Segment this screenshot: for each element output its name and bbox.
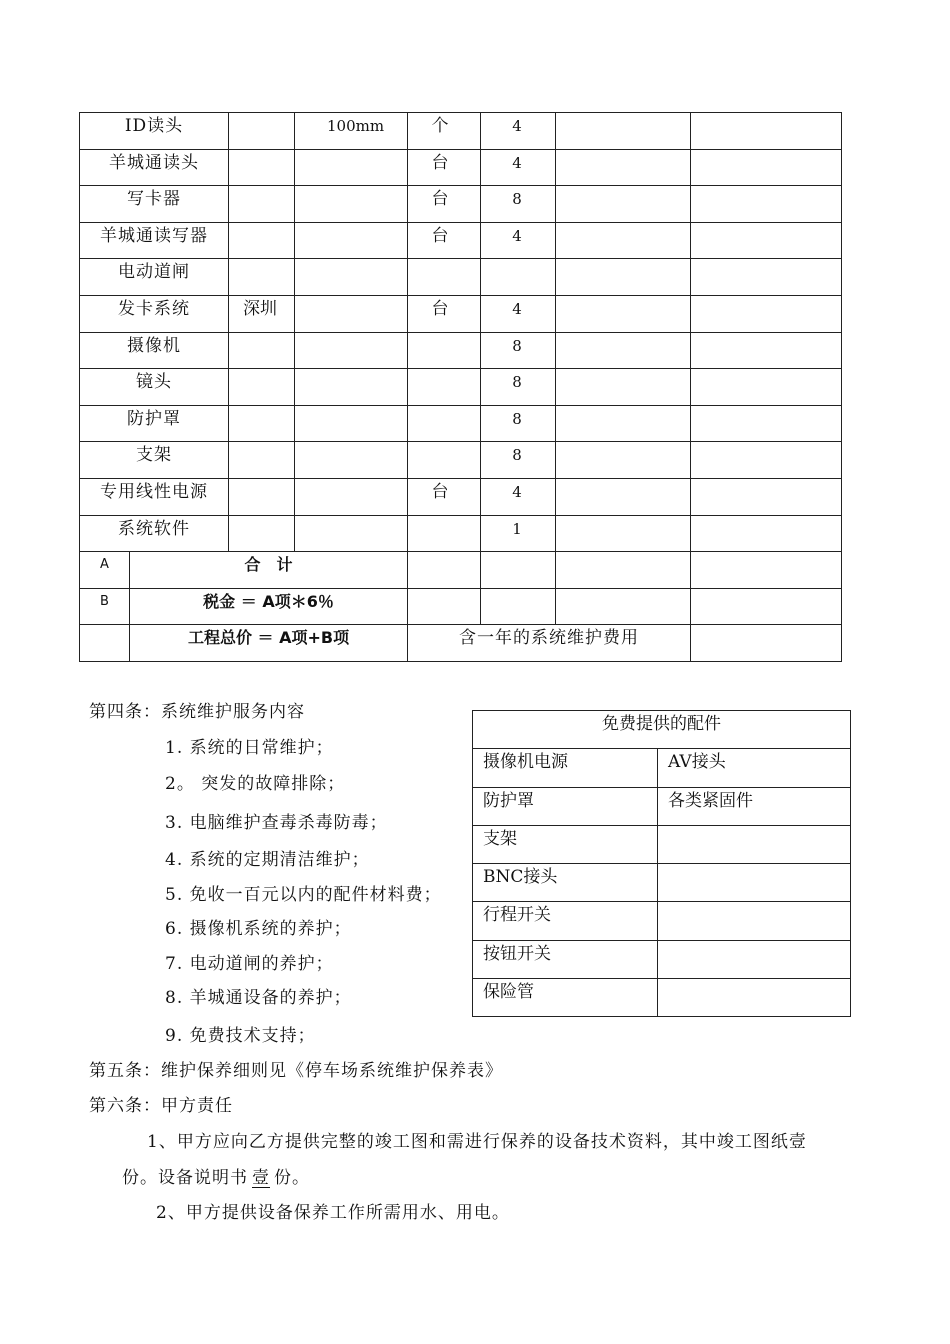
table-row (80, 222, 842, 259)
list-item: 2。 突发的故障排除； (165, 774, 346, 794)
summary-blank-cell (556, 588, 691, 625)
item-price-cell (556, 259, 691, 296)
table-row (80, 149, 842, 186)
article6-p1-pre: 份。设备说明书 (122, 1168, 248, 1188)
item-brand-cell (229, 149, 295, 186)
item-unit-cell: 台 (408, 186, 481, 223)
item-unit-cell (408, 332, 481, 369)
table-row (80, 442, 842, 479)
item-spec-cell (295, 295, 408, 332)
item-amount-cell (691, 442, 842, 479)
summary-label-cell: 合 计 (130, 552, 408, 589)
item-qty-cell: 1 (481, 515, 556, 552)
item-brand-cell: 深圳 (229, 295, 295, 332)
item-brand-cell (229, 259, 295, 296)
item-price-cell (556, 222, 691, 259)
item-spec-cell (295, 478, 408, 515)
summary-code-cell: B (80, 588, 130, 625)
list-item: 9. 免费技术支持； (165, 1026, 316, 1046)
item-spec-cell (295, 405, 408, 442)
item-name-cell: 系统软件 (80, 515, 229, 552)
part-name-cell (658, 902, 851, 940)
item-price-cell (556, 515, 691, 552)
table-row (80, 259, 842, 296)
part-name-cell: 各类紧固件 (658, 787, 851, 825)
item-brand-cell (229, 186, 295, 223)
item-name-cell: 发卡系统 (80, 295, 229, 332)
item-qty-cell: 8 (481, 442, 556, 479)
table-row (473, 749, 851, 787)
list-item: 7. 电动道闸的养护； (165, 954, 334, 974)
item-spec-cell: 100mm (295, 113, 408, 150)
item-qty-cell: 8 (481, 186, 556, 223)
item-price-cell (556, 332, 691, 369)
item-qty-cell: 4 (481, 295, 556, 332)
item-brand-cell (229, 442, 295, 479)
part-name-cell: 支架 (473, 825, 658, 863)
summary-row (80, 588, 842, 625)
item-amount-cell (691, 478, 842, 515)
part-name-cell: 防护罩 (473, 787, 658, 825)
list-item: 3. 电脑维护查毒杀毒防毒； (165, 813, 388, 833)
total-label-cell: 工程总价 ＝ A项+B项 (130, 625, 408, 662)
item-spec-cell (295, 186, 408, 223)
item-unit-cell: 个 (408, 113, 481, 150)
part-name-cell: 保险管 (473, 979, 658, 1017)
table-row (473, 902, 851, 940)
item-amount-cell (691, 369, 842, 406)
item-brand-cell (229, 332, 295, 369)
part-name-cell (658, 864, 851, 902)
article5-text: 第五条：维护保养细则见《停车场系统维护保养表》 (89, 1061, 503, 1081)
article6-title: 第六条：甲方责任 (89, 1096, 233, 1116)
list-item: 1. 系统的日常维护； (165, 738, 334, 758)
item-qty-cell: 8 (481, 332, 556, 369)
table-row (473, 940, 851, 978)
item-qty-cell: 8 (481, 405, 556, 442)
item-qty-cell: 8 (481, 369, 556, 406)
part-name-cell: 按钮开关 (473, 940, 658, 978)
item-name-cell: 羊城通读头 (80, 149, 229, 186)
part-name-cell: 行程开关 (473, 902, 658, 940)
item-price-cell (556, 149, 691, 186)
item-amount-cell (691, 149, 842, 186)
item-name-cell: 摄像机 (80, 332, 229, 369)
item-name-cell: ID读头 (80, 113, 229, 150)
item-unit-cell (408, 515, 481, 552)
item-name-cell: 羊城通读写器 (80, 222, 229, 259)
parts-header-cell: 免费提供的配件 (473, 711, 851, 749)
article6-p1-post: 份。 (274, 1168, 310, 1188)
item-name-cell: 电动道闸 (80, 259, 229, 296)
article6-paragraph1-line1: 1、甲方应向乙方提供完整的竣工图和需进行保养的设备技术资料，其中竣工图纸壹 (147, 1132, 807, 1152)
total-row (80, 625, 842, 662)
article6-paragraph1-line2 (122, 1163, 310, 1188)
item-amount-cell (691, 295, 842, 332)
item-brand-cell (229, 369, 295, 406)
summary-blank-cell (481, 588, 556, 625)
part-name-cell: BNC接头 (473, 864, 658, 902)
item-qty-cell: 4 (481, 149, 556, 186)
item-amount-cell (691, 259, 842, 296)
item-amount-cell (691, 405, 842, 442)
list-item: 6. 摄像机系统的养护； (165, 919, 352, 939)
item-qty-cell (481, 259, 556, 296)
summary-blank-cell (408, 588, 481, 625)
table-row (473, 979, 851, 1017)
summary-blank-cell (481, 552, 556, 589)
item-unit-cell: 台 (408, 295, 481, 332)
item-price-cell (556, 113, 691, 150)
item-name-cell: 写卡器 (80, 186, 229, 223)
item-unit-cell (408, 369, 481, 406)
item-amount-cell (691, 222, 842, 259)
part-name-cell (658, 979, 851, 1017)
item-unit-cell (408, 405, 481, 442)
summary-code-cell: A (80, 552, 130, 589)
list-item: 4. 系统的定期清洁维护； (165, 850, 370, 870)
item-price-cell (556, 295, 691, 332)
summary-blank-cell (556, 552, 691, 589)
article6-paragraph2: 2、甲方提供设备保养工作所需用水、用电。 (156, 1203, 510, 1223)
item-brand-cell (229, 405, 295, 442)
table-row (80, 186, 842, 223)
item-spec-cell (295, 149, 408, 186)
total-amount-cell (691, 625, 842, 662)
item-unit-cell: 台 (408, 149, 481, 186)
summary-amount-cell (691, 588, 842, 625)
item-price-cell (556, 405, 691, 442)
item-brand-cell (229, 113, 295, 150)
table-row (80, 405, 842, 442)
total-note-cell: 含一年的系统维护费用 (408, 625, 691, 662)
equipment-table (79, 112, 842, 662)
item-price-cell (556, 442, 691, 479)
item-amount-cell (691, 515, 842, 552)
item-qty-cell: 4 (481, 113, 556, 150)
table-row (80, 515, 842, 552)
part-name-cell: 摄像机电源 (473, 749, 658, 787)
part-name-cell (658, 825, 851, 863)
item-qty-cell: 4 (481, 478, 556, 515)
summary-row (80, 552, 842, 589)
item-spec-cell (295, 442, 408, 479)
item-spec-cell (295, 332, 408, 369)
item-unit-cell: 台 (408, 222, 481, 259)
item-brand-cell (229, 515, 295, 552)
item-price-cell (556, 186, 691, 223)
list-item: 8. 羊城通设备的养护； (165, 988, 352, 1008)
item-price-cell (556, 478, 691, 515)
part-name-cell (658, 940, 851, 978)
parts-header-row (473, 711, 851, 749)
summary-amount-cell (691, 552, 842, 589)
item-name-cell: 支架 (80, 442, 229, 479)
table-row (473, 825, 851, 863)
article4-title: 第四条：系统维护服务内容 (89, 702, 305, 722)
item-spec-cell (295, 515, 408, 552)
item-name-cell: 镜头 (80, 369, 229, 406)
total-code-cell (80, 625, 130, 662)
item-unit-cell (408, 259, 481, 296)
table-row (80, 295, 842, 332)
list-item: 5. 免收一百元以内的配件材料费； (165, 885, 442, 905)
item-brand-cell (229, 222, 295, 259)
item-price-cell (556, 369, 691, 406)
item-spec-cell (295, 222, 408, 259)
item-brand-cell (229, 478, 295, 515)
item-spec-cell (295, 369, 408, 406)
free-parts-table (472, 710, 851, 1017)
table-row (473, 787, 851, 825)
item-unit-cell (408, 442, 481, 479)
summary-blank-cell (408, 552, 481, 589)
item-qty-cell: 4 (481, 222, 556, 259)
item-amount-cell (691, 113, 842, 150)
table-row (473, 864, 851, 902)
table-row (80, 478, 842, 515)
summary-label-cell: 税金 ＝ A项＊6％ (130, 588, 408, 625)
part-name-cell: AV接头 (658, 749, 851, 787)
table-row (80, 113, 842, 150)
item-name-cell: 专用线性电源 (80, 478, 229, 515)
item-name-cell: 防护罩 (80, 405, 229, 442)
item-amount-cell (691, 332, 842, 369)
article6-p1-fill: 壹 (252, 1168, 270, 1188)
table-row (80, 369, 842, 406)
item-amount-cell (691, 186, 842, 223)
item-spec-cell (295, 259, 408, 296)
table-row (80, 332, 842, 369)
item-unit-cell: 台 (408, 478, 481, 515)
